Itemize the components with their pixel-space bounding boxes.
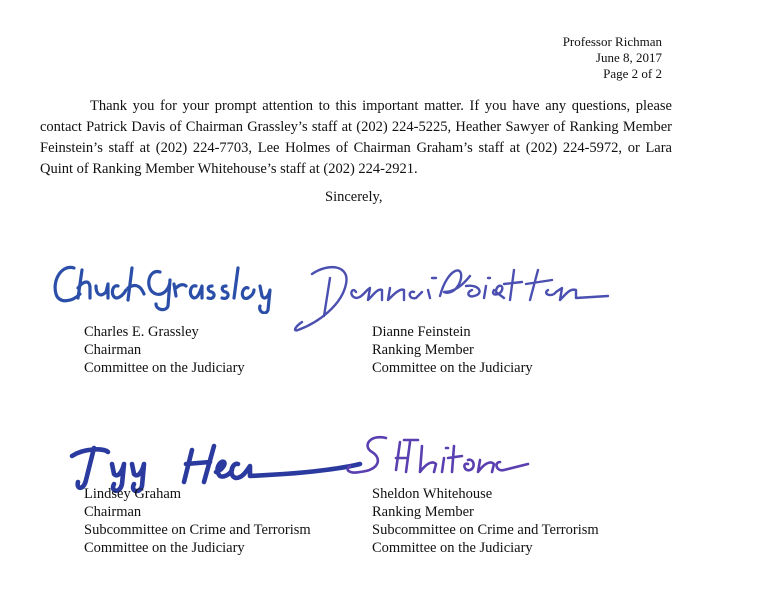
grassley-signature (48, 254, 278, 314)
signatory-title: Ranking Member (372, 504, 474, 520)
signatory-committee: Committee on the Judiciary (372, 360, 533, 376)
signatory-name: Lindsey Graham (84, 486, 182, 502)
letter-body (40, 96, 672, 180)
body-paragraph: Thank you for your prompt attention to this important matter. If you have any questions, please contact Patrick Davis of Chairman Grassley’s staff at (202) 224-5225, Heather Sawyer of Ranking Member Feinstein’s staff at (202) 224-7703, Lee Holmes of Chairman Graham’s staff at (202) 224-5972, or Lara Quint of Ranking Member Whitehouse’s staff at (202) 224-2921. (40, 98, 672, 177)
signatory-title: Chairman (84, 342, 142, 358)
signatory-name: Sheldon Whitehouse (372, 486, 493, 502)
signatory-committee: Committee on the Judiciary (84, 360, 245, 376)
letter-header (563, 34, 662, 82)
signatory-committee: Committee on the Judiciary (372, 540, 533, 556)
graham-signature-block (84, 485, 311, 557)
whitehouse-signature (340, 428, 530, 488)
whitehouse-signature-block (372, 485, 599, 557)
feinstein-signature-block (372, 323, 533, 377)
date-line: June 8, 2017 (595, 50, 662, 65)
signatory-title: Ranking Member (372, 342, 474, 358)
signatory-name: Dianne Feinstein (372, 324, 471, 340)
page-number: Page 2 of 2 (603, 66, 662, 81)
recipient-line: Professor Richman (562, 34, 662, 49)
signatory-subcommittee: Subcommittee on Crime and Terrorism (372, 522, 599, 538)
closing-salutation: Sincerely, (325, 189, 383, 205)
signatory-name: Charles E. Grassley (84, 324, 199, 340)
signatory-title: Chairman (84, 504, 142, 520)
grassley-signature-block (84, 323, 245, 377)
signatory-subcommittee: Subcommittee on Crime and Terrorism (84, 522, 311, 538)
signatory-committee: Committee on the Judiciary (84, 540, 245, 556)
